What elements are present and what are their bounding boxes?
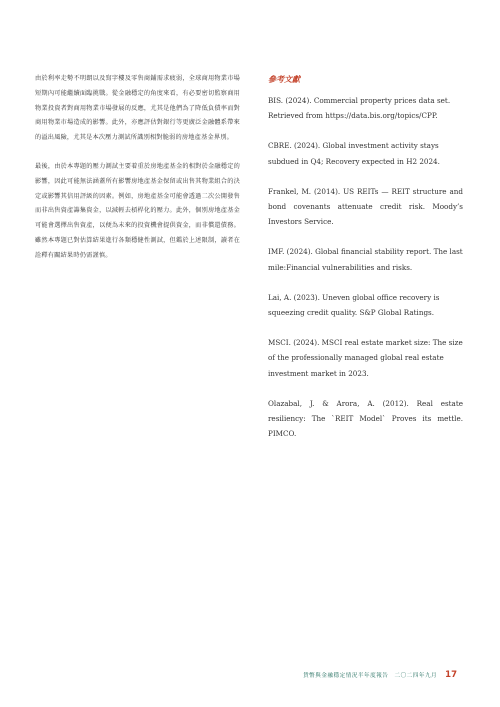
references-column — [268, 74, 463, 456]
reference-item-cbre: CBRE. (2024). Global investment activity stays subdued in Q4; Recovery expected in H2 2024. — [268, 141, 440, 166]
body-paragraph-2: 最後，由於本專題的壓力測試主要着重於房地產基金的相對於金融穩定的影響，因此可能無法涵蓋所有影響房地產基金保留或出售其物業組合的決定或影響其信用評級的因素。例如，房地產基金可能會透過二次公開發售而非出售資產籌集資金，以減輕去槓桿化的壓力。此外，個別房地產基金可能會選擇出售資產，以便為未來的投資機會提供資金，而非償還債務。雖然本專題已對估算結果進行各類穩健性測試，但鑑於上述限制，讀者在詮釋有關結果時仍需謹慎。 — [35, 162, 240, 259]
references-heading: 參考文獻 — [268, 75, 300, 84]
reference-item-olazabal: Olazabal, J. & Arora, A. (2012). Real estate resiliency: The `REIT Model` Proves its mettle. PIMCO. — [268, 398, 463, 439]
reference-item-bis: BIS. (2024). Commercial property prices data set. Retrieved from https://data.bis.org/topics/CPP. — [268, 96, 451, 121]
footer-report-title: 貨幣與金融穩定情況半年度報告 二〇二四年九月 — [303, 673, 438, 679]
body-paragraph-1: 由於利率走勢不明朗以及寫字樓及零售商鋪需求疲弱，全球商用物業市場短期內可能繼續面臨挑戰。從金融穩定的角度來看，有必要密切監察商用物業投資者對商用物業市場發展的反應，尤其是他們為了降低負債率而對商用物業市場造成的影響。此外，亦應評估對銀行等更廣泛金融體系帶來的溢出風險，尤其是本次壓力測試所識別相對脆弱的房地產基金界別。 — [35, 75, 240, 142]
reference-item-frankel: Frankel, M. (2014). US REITs — REIT structure and bond covenants attenuate credit risk. Moody’s Investors Service. — [268, 186, 463, 227]
page-number: 17 — [445, 670, 457, 680]
reference-item-lai: Lai, A. (2023). Uneven global office recovery is squeezing credit quality. S&P Global Ratings. — [268, 292, 440, 318]
main-text-column — [35, 72, 240, 278]
reference-item-imf: IMF. (2024). Global financial stability report. The last mile:Financial vulnerabilities and risks. — [268, 247, 463, 272]
page-footer — [303, 670, 457, 680]
reference-item-msci: MSCI. (2024). MSCI real estate market size: The size of the professionally managed global real estate investment market in 2023. — [268, 338, 463, 378]
